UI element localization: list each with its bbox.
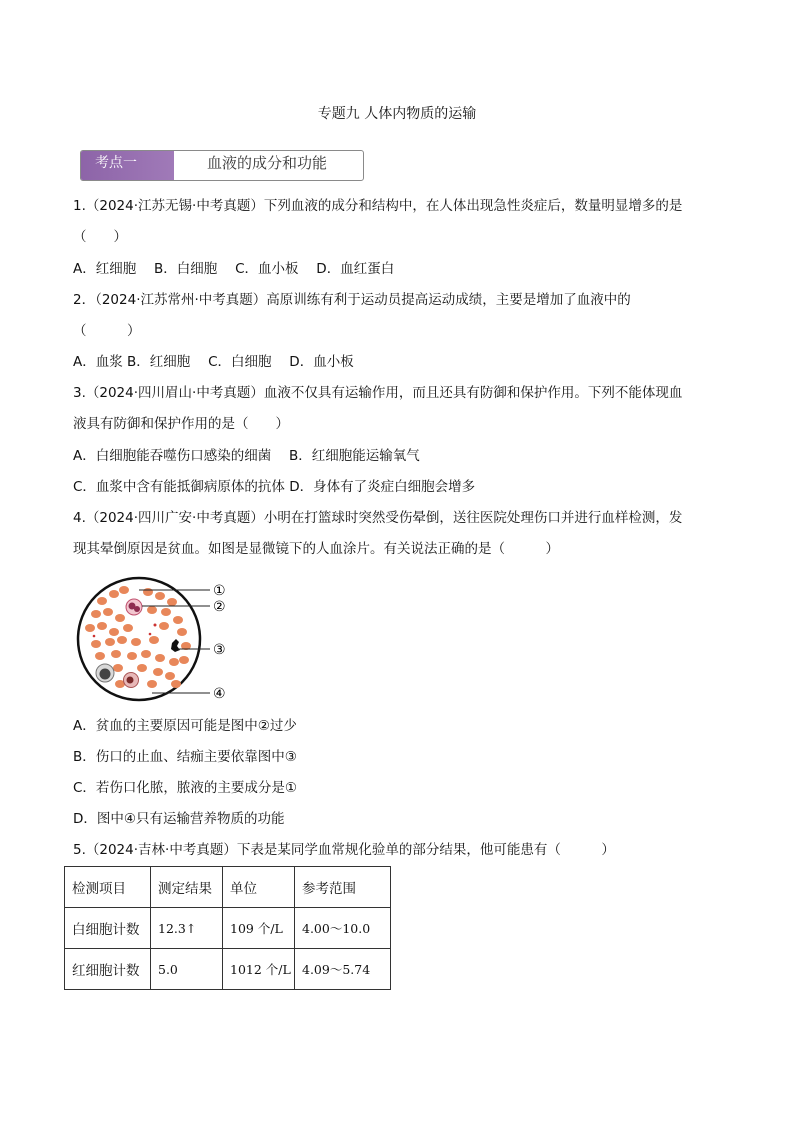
- red-blood-cell: [153, 668, 163, 676]
- q4-option-a: A．贫血的主要原因可能是图中②过少: [73, 718, 297, 734]
- page-title: 专题九 人体内物质的运输: [317, 106, 477, 122]
- red-blood-cell: [169, 658, 179, 666]
- table-cell: 109 个/L: [223, 908, 295, 949]
- table-header-row: [65, 867, 391, 908]
- red-blood-cell: [147, 680, 157, 688]
- red-blood-cell: [109, 590, 119, 598]
- red-blood-cell: [109, 628, 119, 636]
- red-blood-cell: [85, 624, 95, 632]
- table-cell: 白细胞计数: [65, 908, 151, 949]
- red-blood-cell: [113, 664, 123, 672]
- q3-option-a-b: A．白细胞能吞噬伤口感染的细菌 B．红细胞能运输氧气: [73, 448, 420, 464]
- figure-label-4: ④: [213, 686, 226, 702]
- red-blood-cell: [117, 636, 127, 644]
- red-blood-cell: [115, 614, 125, 622]
- red-blood-cell: [155, 592, 165, 600]
- red-blood-cell: [141, 650, 151, 658]
- white-blood-cell-icon: [96, 664, 114, 682]
- red-blood-cell: [127, 652, 137, 660]
- table-cell: 12.3↑: [151, 908, 223, 949]
- q1-options: A．红细胞 B．白细胞 C．血小板 D．血红蛋白: [73, 261, 395, 277]
- q2-stem-line1: 2．（2024·江苏常州·中考真题）高原训练有利于运动员提高运动成绩，主要是增加了血液中的: [73, 292, 631, 308]
- red-blood-cell: [179, 656, 189, 664]
- red-blood-cell: [131, 638, 141, 646]
- q3-stem-line1: 3.（2024·四川眉山·中考真题）血液不仅具有运输作用，而且还具有防御和保护作用。下列不能体现血: [73, 385, 683, 401]
- red-blood-cell: [97, 622, 107, 630]
- blood-test-table: [64, 866, 391, 990]
- section-tag: 考点一: [81, 151, 174, 180]
- table-header-cell: 参考范围: [295, 867, 391, 908]
- red-blood-cell: [177, 628, 187, 636]
- table-cell: 4.09～5.74: [295, 949, 391, 990]
- figure-label-1: ①: [213, 583, 226, 599]
- red-blood-cell: [155, 654, 165, 662]
- q4-option-d: D．图中④只有运输营养物质的功能: [73, 811, 285, 827]
- blood-smear-figure: [72, 576, 242, 706]
- red-blood-cell: [119, 586, 129, 594]
- figure-label-3: ③: [213, 642, 226, 658]
- red-blood-cell: [137, 664, 147, 672]
- q4-stem-line2: 现其晕倒原因是贫血。如图是显微镜下的人血涂片。有关说法正确的是（ ）: [73, 541, 559, 557]
- red-blood-cell: [97, 597, 107, 605]
- table-cell: 1012 个/L: [223, 949, 295, 990]
- red-blood-cell: [159, 622, 169, 630]
- red-blood-cell: [95, 652, 105, 660]
- table-header-cell: 单位: [223, 867, 295, 908]
- table-cell: 红细胞计数: [65, 949, 151, 990]
- q5-stem-line1: 5.（2024·吉林·中考真题）下表是某同学血常规化验单的部分结果，他可能患有（ ）: [73, 842, 615, 858]
- table-header-cell: 测定结果: [151, 867, 223, 908]
- q2-options: A．血浆 B．红细胞 C．白细胞 D．血小板: [73, 354, 354, 370]
- red-blood-cell: [173, 616, 183, 624]
- red-blood-cell: [123, 624, 133, 632]
- q3-option-c-d: C．血浆中含有能抵御病原体的抗体 D．身体有了炎症白细胞会增多: [73, 479, 476, 495]
- figure-label-2: ②: [213, 599, 226, 615]
- section-banner: [80, 150, 364, 181]
- table-cell: 4.00～10.0: [295, 908, 391, 949]
- q4-option-b: B．伤口的止血、结痂主要依靠图中③: [73, 749, 297, 765]
- table-cell: 5.0: [151, 949, 223, 990]
- q4-option-c: C．若伤口化脓，脓液的主要成分是①: [73, 780, 298, 796]
- white-blood-cell-icon: [126, 599, 142, 615]
- red-blood-cell: [111, 650, 121, 658]
- section-name: 血液的成分和功能: [207, 154, 328, 172]
- q1-stem-line2: （ ）: [73, 229, 127, 245]
- red-blood-cell: [91, 610, 101, 618]
- q3-stem-line2: 液具有防御和保护作用的是（ ）: [73, 416, 289, 432]
- q4-stem-line1: 4.（2024·四川广安·中考真题）小明在打篮球时突然受伤晕倒，送往医院处理伤口并进行血样检测，发: [73, 510, 683, 526]
- white-blood-cell-icon: [124, 673, 139, 688]
- red-blood-cell: [105, 638, 115, 646]
- red-blood-cell: [149, 636, 159, 644]
- q1-stem-line1: 1.（2024·江苏无锡·中考真题）下列血液的成分和结构中，在人体出现急性炎症后，数量明显增多的是: [73, 198, 683, 214]
- red-blood-cell: [103, 608, 113, 616]
- q2-stem-line2: （ ）: [73, 323, 141, 339]
- table-row: [65, 949, 391, 990]
- red-blood-cell: [147, 606, 157, 614]
- red-blood-cell: [171, 680, 181, 688]
- red-blood-cell: [91, 640, 101, 648]
- red-blood-cell: [167, 598, 177, 606]
- table-row: [65, 908, 391, 949]
- table-header-cell: 检测项目: [65, 867, 151, 908]
- red-blood-cell: [165, 672, 175, 680]
- red-blood-cell: [143, 588, 153, 596]
- red-blood-cell: [161, 608, 171, 616]
